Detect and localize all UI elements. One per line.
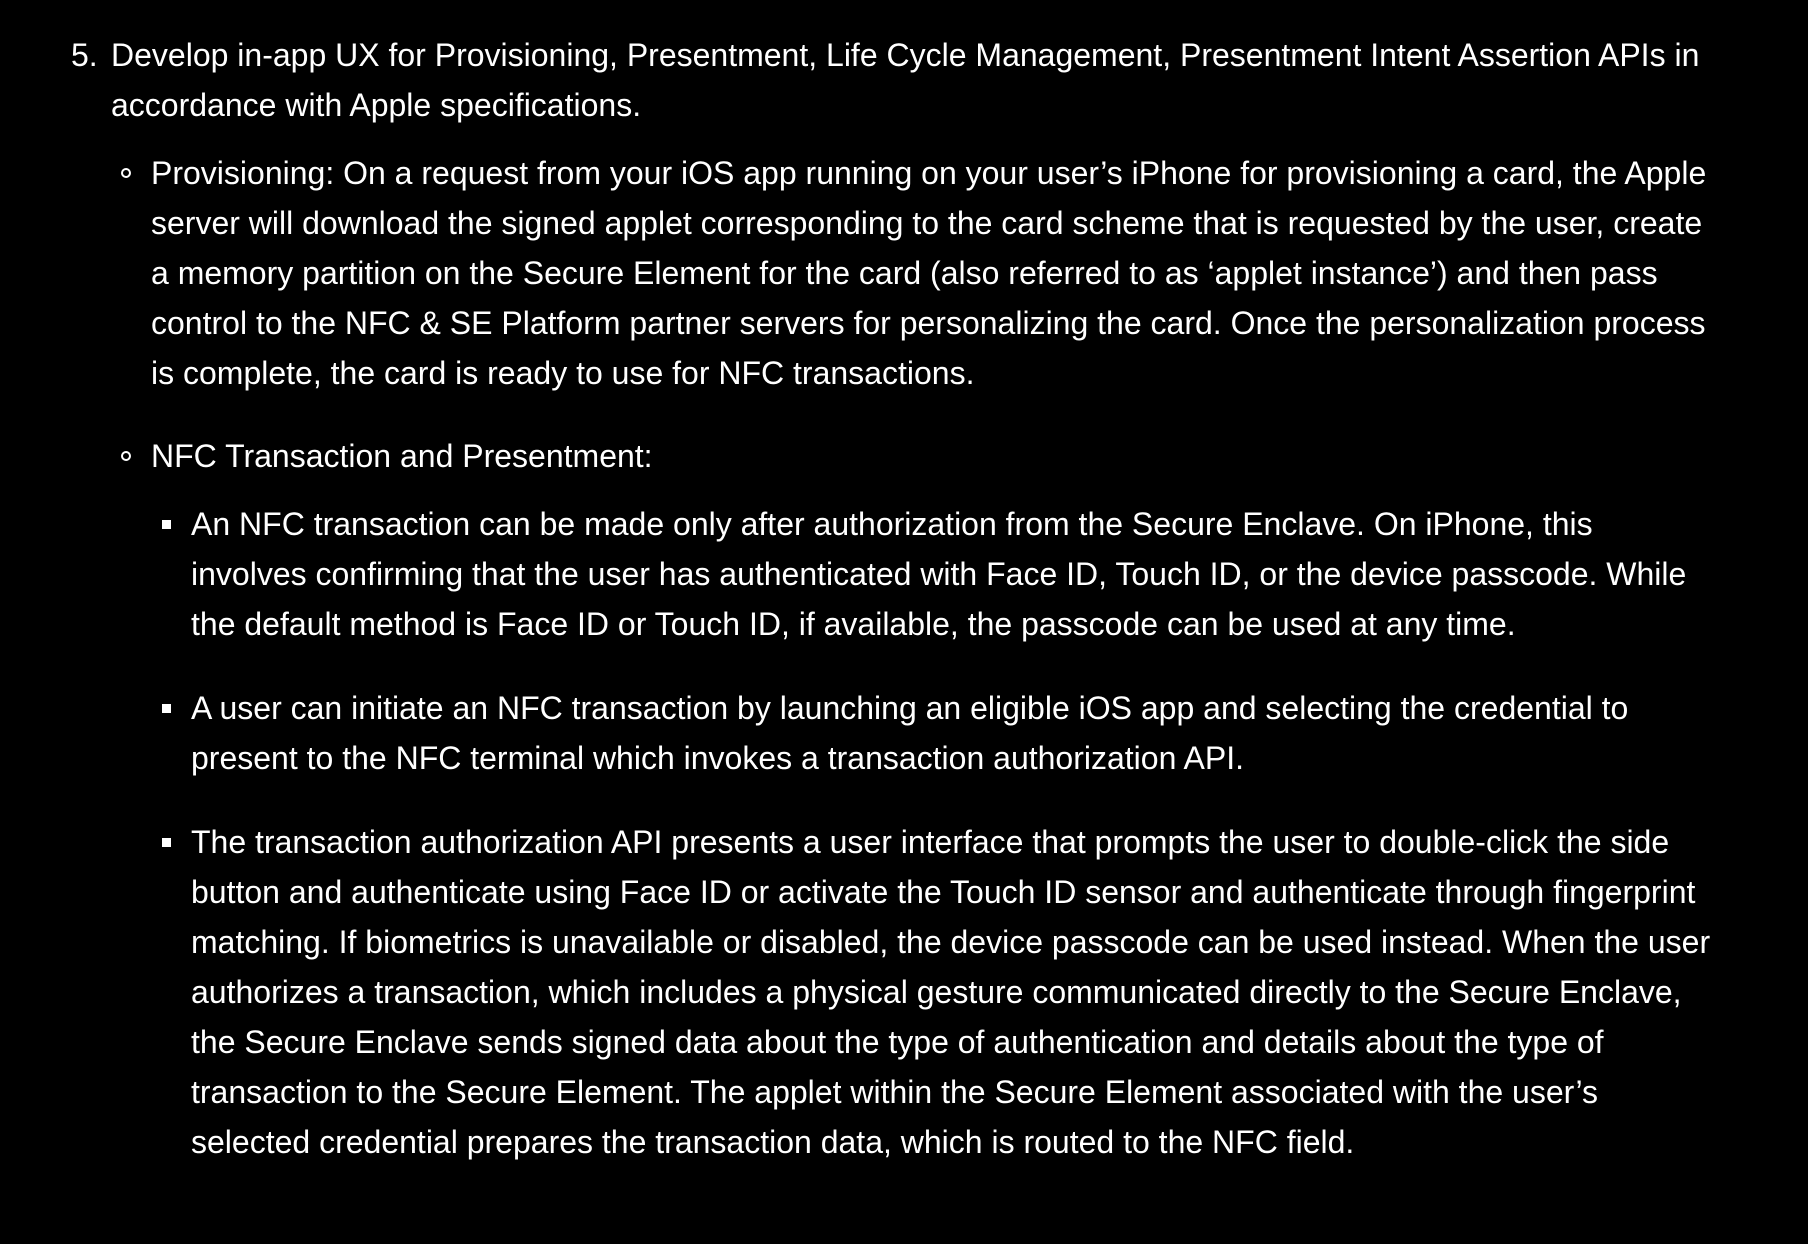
list-item-5-text: Develop in-app UX for Provisioning, Presentment, Life Cycle Management, Presentment Intent Assertion APIs in accordance with Apple specifications. (111, 37, 1700, 123)
sub-item-nfc-transaction (117, 431, 1717, 481)
list-number: 5. (71, 37, 98, 73)
square-bullet-icon (157, 499, 191, 649)
hollow-circle-bullet-icon (117, 148, 151, 398)
hollow-circle-bullet-icon (117, 431, 151, 481)
nfc-transaction-heading: NFC Transaction and Presentment: (151, 438, 653, 474)
square-bullet-icon (157, 817, 191, 1167)
nfc-bullet-2 (157, 683, 1717, 783)
provisioning-text: Provisioning: On a request from your iOS app running on your user’s iPhone for provisioning a card, the Apple server will download the signed applet corresponding to the card scheme that is requested by the user, create a memory partition on the Secure Element for the card (also referred to as ‘applet instance’) and then pass control to the NFC & SE Platform partner servers for personalizing the card. Once the personalization process is complete, the card is ready to use for NFC transactions. (151, 155, 1707, 391)
nfc-bullet-1-text: An NFC transaction can be made only after authorization from the Secure Enclave. On iPhone, this involves confirming that the user has authenticated with Face ID, Touch ID, or the device passcode. While the default method is Face ID or Touch ID, if available, the passcode can be used at any time. (191, 506, 1687, 642)
square-bullet-icon (157, 683, 191, 783)
nfc-bullet-1 (157, 499, 1717, 649)
nfc-bullet-2-text: A user can initiate an NFC transaction by launching an eligible iOS app and selecting the credential to present to the NFC terminal which invokes a transaction authorization API. (191, 690, 1629, 776)
sub-item-provisioning (117, 148, 1717, 398)
list-item-5 (71, 30, 1721, 130)
nfc-bullet-3-text: The transaction authorization API presents a user interface that prompts the user to double-click the side button and authenticate using Face ID or activate the Touch ID sensor and authenticate through fingerprint matching. If biometrics is unavailable or disabled, the device passcode can be used instead. When the user authorizes a transaction, which includes a physical gesture communicated directly to the Secure Enclave, the Secure Enclave sends signed data about the type of authentication and details about the type of transaction to the Secure Element. The applet within the Secure Element associated with the user’s selected credential prepares the transaction data, which is routed to the NFC field. (191, 824, 1711, 1160)
nfc-bullet-3 (157, 817, 1717, 1167)
